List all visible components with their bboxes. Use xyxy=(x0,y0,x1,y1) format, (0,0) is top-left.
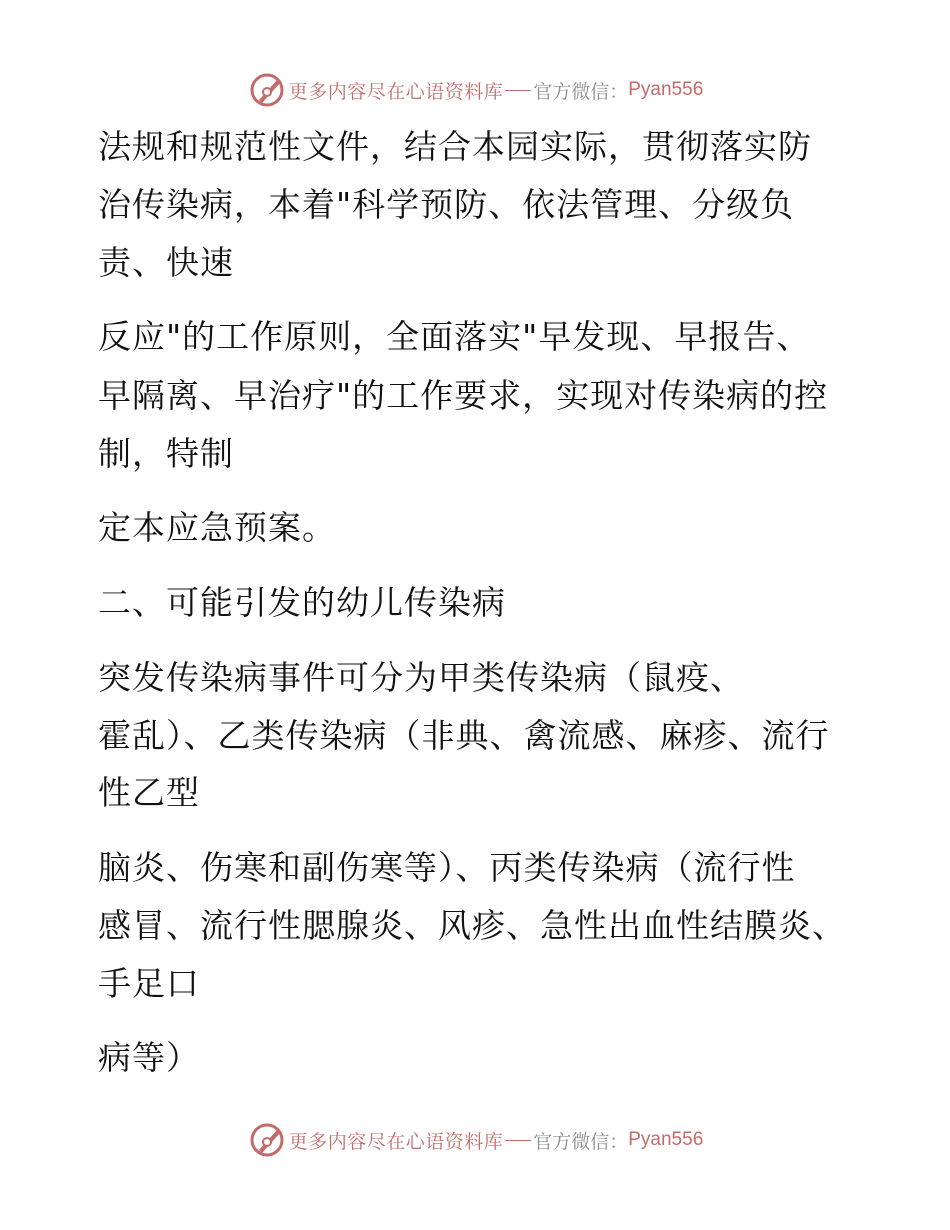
body-line: 治传染病，本着"科学预防、依法管理、分级负 xyxy=(98,185,795,224)
body-line: 定本应急预案。 xyxy=(98,508,336,547)
body-line: 脑炎、伤寒和副伤寒等）、丙类传染病（流行性 xyxy=(98,848,796,887)
section-heading: 二、可能引发的幼儿传染病 xyxy=(98,583,506,622)
watermark-dash xyxy=(505,90,531,91)
watermark-text: 更多内容尽在心语资料库 xyxy=(288,80,504,103)
header-watermark xyxy=(0,68,950,112)
pen-logo-icon xyxy=(247,70,287,110)
body-line: 早隔离、早治疗"的工作要求，实现对传染病的控 xyxy=(98,376,829,415)
pen-logo-icon xyxy=(247,1120,287,1160)
body-line: 病等） xyxy=(98,1038,200,1077)
wechat-id: Pyan556 xyxy=(628,1129,704,1150)
body-line: 手足口 xyxy=(98,964,200,1003)
body-line: 性乙型 xyxy=(98,773,200,812)
body-line: 制，特制 xyxy=(98,434,234,473)
wechat-label: 官方微信： xyxy=(533,80,629,103)
wechat-id: Pyan556 xyxy=(628,79,704,100)
body-line: 法规和规范性文件，结合本园实际，贯彻落实防 xyxy=(98,127,812,166)
body-line: 霍乱）、乙类传染病（非典、禽流感、麻疹、流行 xyxy=(98,716,830,755)
body-line: 责、快速 xyxy=(98,243,234,282)
body-line: 反应"的工作原则，全面落实"早发现、早报告、 xyxy=(98,317,811,356)
wechat-label: 官方微信： xyxy=(533,1130,629,1153)
watermark-text: 更多内容尽在心语资料库 xyxy=(288,1130,504,1153)
body-line: 突发传染病事件可分为甲类传染病（鼠疫、 xyxy=(98,658,744,697)
footer-watermark xyxy=(0,1118,950,1162)
body-line: 感冒、流行性腮腺炎、风疹、急性出血性结膜炎、 xyxy=(98,906,846,945)
watermark-dash xyxy=(505,1140,531,1141)
